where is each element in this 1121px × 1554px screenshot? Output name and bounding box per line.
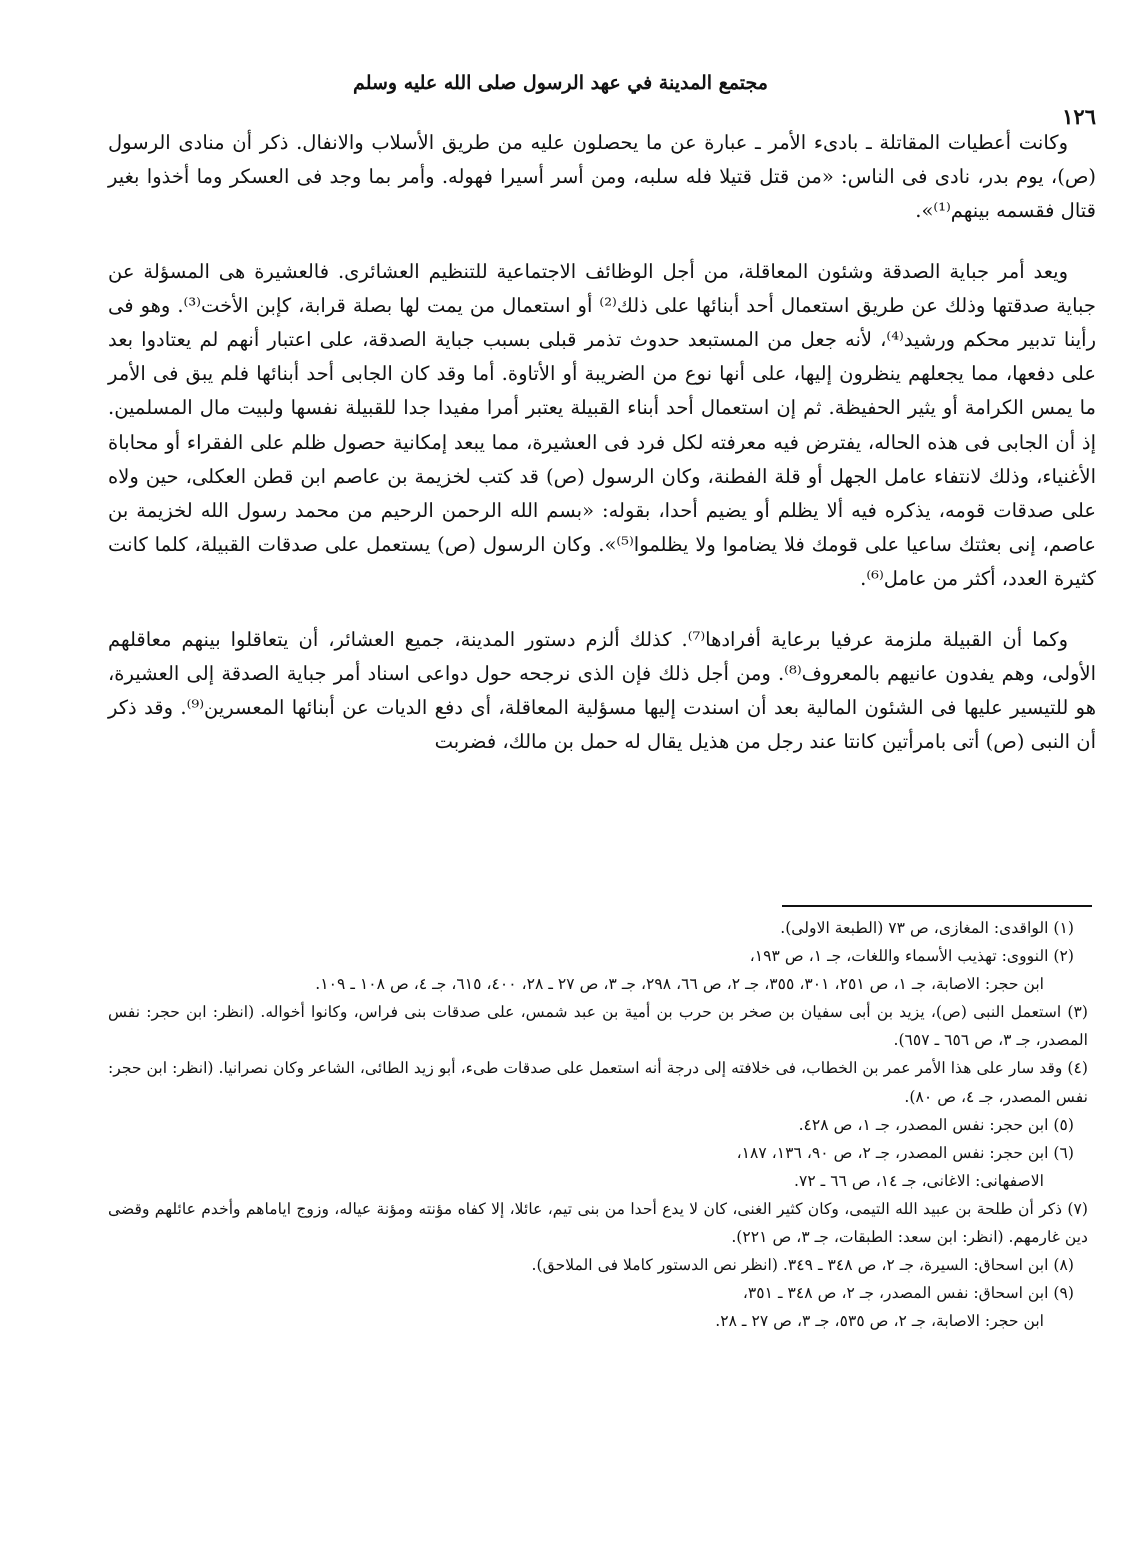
paragraph: وكما أن القبيلة ملزمة عرفيا برعاية أفرادها⁽⁷⁾. كذلك ألزم دستور المدينة، جميع العشائر، أن يتعاقلوا بينهم معاقلهم الأولى، وهم يفدون عانيهم بالمعروف⁽⁸⁾. ومن أجل ذلك فإن الذى نرجحه حول دواعى اسناد أمر جباية الصدقة إلى العشيرة، هو للتيسير عليها فى الشئون المالية بعد أن اسندت إليها مسؤلية المعاقلة، أى دفع الديات عن أبنائها المعسرين⁽⁹⁾. وقد ذكر أن النبى (ص) أتى بامرأتين كانتا عند رجل من هذيل يقال له حمل بن مالك، فضربت [108, 627, 1096, 754]
footnote: (٣) استعمل النبى (ص)، يزيد بن أبى سفيان بن صخر بن حرب بن أمية بن عبد شمس، على صدقات بنى فراس، وكانوا أخواله. (انظر: ابن حجر: نفس المصدر، جـ ٣، ص ٦٥٦ ـ ٦٥٧). [108, 1003, 1088, 1050]
main-text [108, 126, 1096, 759]
running-header-title: مجتمع المدينة في عهد الرسول صلى الله عليه وسلم [353, 72, 768, 94]
footnote: (٥) ابن حجر: نفس المصدر، جـ ١، ص ٤٢٨. [798, 1115, 1074, 1134]
footnote: (١) الواقدى: المغازى، ص ٧٣ (الطبعة الاولى). [780, 919, 1074, 937]
footnote-continuation: الاصفهانى: الاغانى، جـ ١٤، ص ٦٦ ـ ٧٢. [793, 1171, 1044, 1190]
footnote: (٩) ابن اسحاق: نفس المصدر، جـ ٢، ص ٣٤٨ ـ ٣٥١، [742, 1284, 1074, 1303]
footnote: (٤) وقد سار على هذا الأمر عمر بن الخطاب، فى خلافته إلى درجة أنه استعمل على صدقات طىء، أبو زيد الطائى، الشاعر وكان نصرانيا. (انظر: ابن حجر: نفس المصدر، جـ ٤، ص ٨٠). [108, 1059, 1088, 1106]
paragraph: وكانت أعطيات المقاتلة ـ بادىء الأمر ـ عبارة عن ما يحصلون عليه من طريق الأسلاب والانفال. ذكر أن منادى الرسول (ص)، يوم بدر، نادى فى الناس: «من قتل قتيلا فله سلبه، ومن أسر أسيرا فهوله. وأمر بما وجد فى العسكر وما أخذوا بغير قتال فقسمه بينهم⁽¹⁾». [108, 131, 1096, 223]
footnote: (٧) ذكر أن طلحة بن عبيد الله التيمى، وكان كثير الغنى، كان لا يدع أحدا من بنى تيم، عائلا، إلا كفاه مؤنته ومؤنة عياله، وزوج اياماهم وأخدم عائلهم وقضى دين غارمهم. (انظر: ابن سعد: الطبقات، جـ ٣، ص ٢٢١). [108, 1199, 1088, 1247]
footnote: (٨) ابن اسحاق: السيرة، جـ ٢، ص ٣٤٨ ـ ٣٤٩. (انظر نص الدستور كاملا فى الملاحق). [531, 1256, 1074, 1275]
footnotes [108, 914, 1096, 1335]
footnote: (٢) النووى: تهذيب الأسماء واللغات، جـ ١، ص ١٩٣، [749, 947, 1074, 966]
paragraph: ويعد أمر جباية الصدقة وشئون المعاقلة، من أجل الوظائف الاجتماعية للتنظيم العشائرى. فالعشيرة هى المسؤلة عن جباية صدقتها وذلك عن طريق استعمال أحد أبنائها على ذلك⁽²⁾ أو استعمال من يمت لها بصلة قرابة، كإبن الأخت⁽³⁾. وهو فى رأينا تدبير محكم ورشيد⁽⁴⁾، لأنه جعل من المستبعد حدوث تذمر قبلى بسبب جباية الصدقة، على اعتبار أنهم لم يعتادوا بعد على دفعها، مما يجعلهم ينظرون إليها، على أنها نوع من الضريبة أو الأتاوة. أما وقد كان الجابى أحد أبنائها فلم يبق فى الأمر ما يمس الكرامة أو يثير الحفيظة. ثم إن استعمال أحد أبناء القبيلة يعتبر أمرا مفيدا جدا للقبيلة نفسها ولبيت مال المسلمين. إذ أن الجابى فى هذه الحاله، يفترض فيه معرفته لكل فرد فى العشيرة، مما يبعد إمكانية حصول ظلم على الفقراء أو محاباة الأغنياء، وذلك لانتفاء عامل الجهل أو قلة الفطنة، وكان الرسول (ص) قد كتب لخزيمة بن عاصم ابن قطن العكلى، حين ولاه على صدقات قومه، يذكره فيه ألا يظلم أو يضيم أحدا، بقوله: «بسم الله الرحمن الرحيم من محمد رسول الله لخزيمة بن عاصم، إنى بعثتك ساعيا على قومك فلا يضاموا ولا يظلموا⁽⁵⁾». وكان الرسول (ص) يستعمل على صدقات القبيلة، كلما كانت كثيرة العدد، أكثر من عامل⁽⁶⁾. [108, 259, 1096, 591]
footnote-separator [782, 905, 1092, 907]
footnote-continuation: ابن حجر: الاصابة، جـ ١، ص ٢٥١، ٣٠١، ٣٥٥، جـ ٢، ص ٦٦، ٢٩٨، جـ ٣، ص ٢٧ ـ ٢٨، ٤٠٠، ٦١٥، جـ ٤، ص ١٠٨ ـ ١٠٩. [315, 975, 1044, 994]
footnote-continuation: ابن حجر: الاصابة، جـ ٢، ص ٥٣٥، جـ ٣، ص ٢٧ ـ ٢٨. [715, 1312, 1044, 1331]
footnote: (٦) ابن حجر: نفس المصدر، جـ ٢، ص ٩٠، ١٣٦، ١٨٧، [736, 1143, 1074, 1162]
page-number: ١٢٦ [1062, 104, 1096, 129]
